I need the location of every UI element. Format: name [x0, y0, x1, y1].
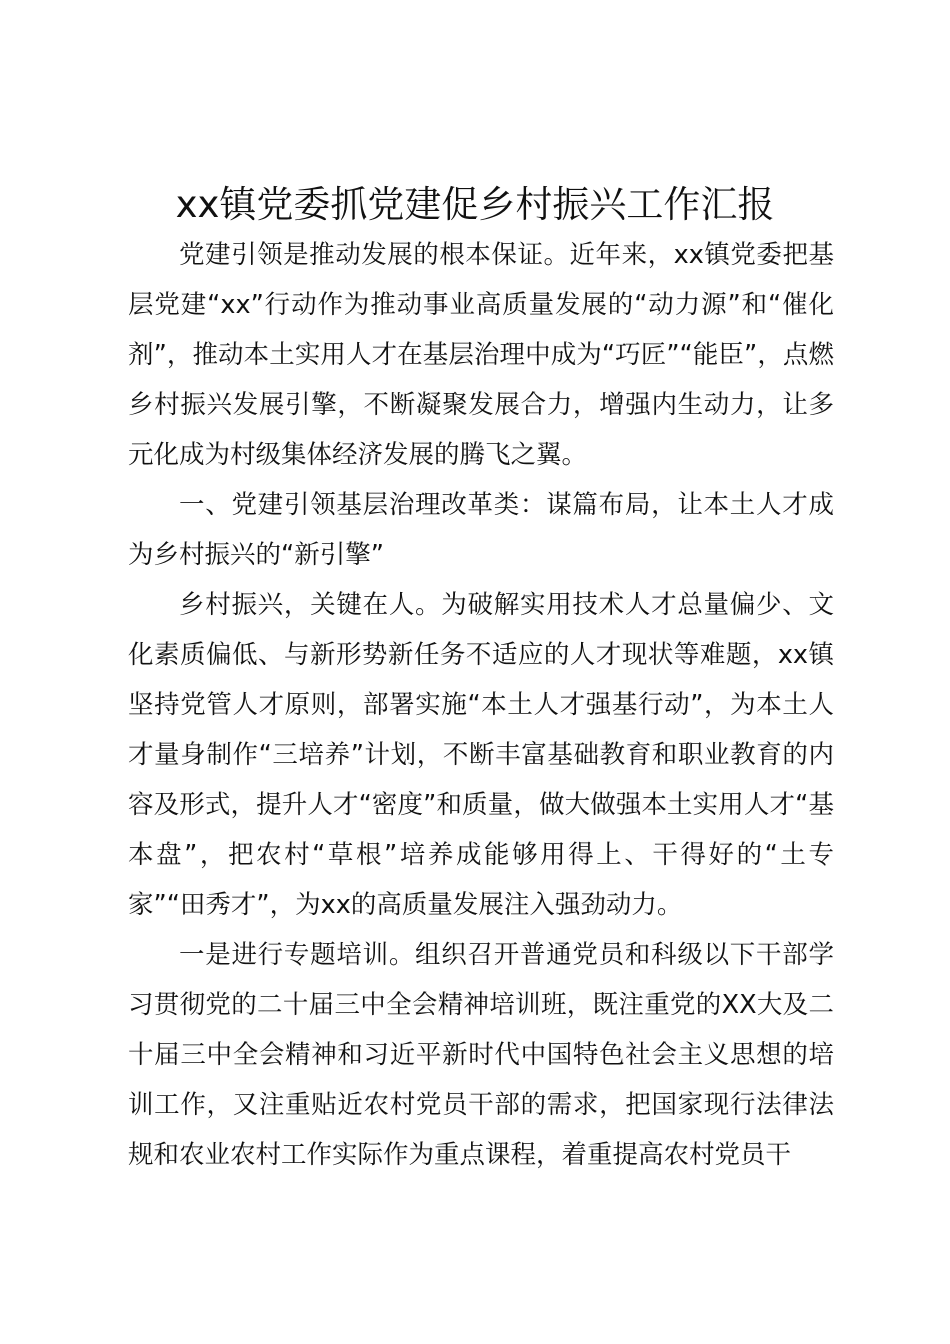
paragraph-training: 一是进行专题培训。组织召开普通党员和科级以下干部学习贯彻党的二十届三中全会精神培训班，既注重党的XX大及二十届三中全会精神和习近平新时代中国特色社会主义思想的培训工作，又注重贴近农村党员干部的需求，把国家现行法律法规和农业农村工作实际作为重点课程，着重提高农村党员干: [128, 940, 834, 1170]
paragraph-intro: 党建引领是推动发展的根本保证。近年来，xx镇党委把基层党建“xx”行动作为推动事业高质量发展的“动力源”和“催化剂”，推动本土实用人才在基层治理中成为“巧匠”“能臣”，点燃乡村振兴发展引擎，不断凝聚发展合力，增强内生动力，让多元化成为村级集体经济发展的腾飞之翼。: [128, 240, 834, 470]
document-title: xx镇党委抓党建促乡村振兴工作汇报: [175, 183, 775, 226]
paragraph-talent: 乡村振兴，关键在人。为破解实用技术人才总量偏少、文化素质偏低、与新形势新任务不适应的人才现状等难题，xx镇坚持党管人才原则，部署实施“本土人才强基行动”，为本土人才量身制作“三培养”计划，不断丰富基础教育和职业教育的内容及形式，提升人才“密度”和质量，做大做强本土实用人才“基本盘”，把农村“草根”培养成能够用得上、干得好的“土专家”“田秀才”，为xx的高质量发展注入强劲动力。: [128, 590, 834, 920]
document-body: [128, 230, 834, 1180]
section-heading: 一、党建引领基层治理改革类：谋篇布局，让本土人才成为乡村振兴的“新引擎”: [128, 490, 834, 570]
